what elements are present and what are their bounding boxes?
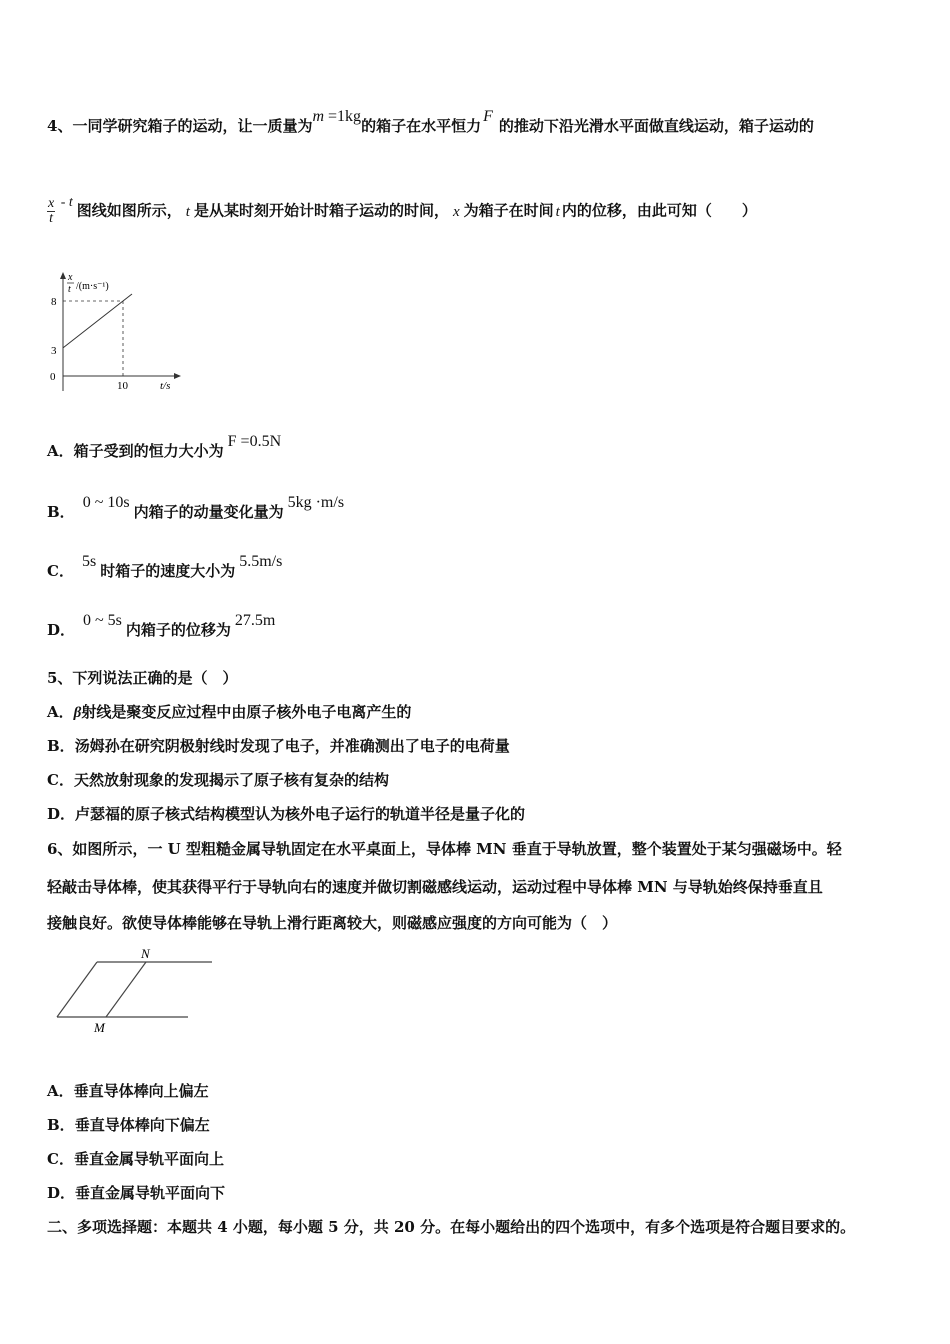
q4-line2 (47, 194, 757, 226)
option-text: 垂直导体棒向下偏左 (74, 1116, 210, 1134)
q5-option-a (47, 701, 411, 722)
option-text: 内箱子的动量变化量为 (133, 503, 284, 521)
option-text: 汤姆孙在研究阴极射线时发现了电子，并准确测出了电子的电荷量 (74, 737, 510, 755)
q6-option-d (47, 1182, 225, 1203)
option-label: D． (47, 621, 76, 639)
q4-sep: 、 (57, 117, 73, 135)
q6-option-c (47, 1148, 224, 1169)
option-text: 天然放射现象的发现揭示了原子核有复杂的结构 (73, 771, 389, 789)
option-label: A． (47, 442, 74, 460)
q4-frac-den: t (49, 211, 54, 226)
section2-heading: 二、多项选择题：本题共 4 小题，每小题 5 分，共 20 分。在每小题给出的四个选项中，有多个选项是符合题目要求的。 (47, 1218, 856, 1236)
q4-text-c: 的推动下沿光滑水平面做直线运动，箱子运动的 (498, 117, 814, 135)
q4-line1 (47, 108, 814, 136)
option-text: 垂直金属导轨平面向下 (75, 1184, 226, 1202)
option-label: A． (47, 703, 74, 721)
q5-option-c (47, 769, 389, 790)
q4-option-a (47, 433, 282, 461)
q4-frac-num: x (48, 196, 55, 211)
q4-force-var: F (483, 108, 493, 125)
option-label: C． (47, 1150, 74, 1168)
option-label: A． (47, 1082, 74, 1100)
q5-option-b (47, 735, 510, 756)
option-math: 27.5m (234, 612, 276, 629)
rail-end (57, 962, 97, 1017)
q4-graph (40, 268, 190, 398)
origin-label: 0 (50, 371, 56, 383)
option-label: B． (47, 503, 75, 521)
y-tick-8: 8 (51, 296, 57, 308)
option-text: 箱子受到的恒力大小为 (73, 442, 224, 460)
label-n: N (141, 946, 150, 961)
y-axis-arrow (60, 272, 66, 279)
conductor-rod-mn (106, 962, 146, 1017)
q6-line1: 6、如图所示，一 U 型粗糙金属导轨固定在水平桌面上，导体棒 MN 垂直于导轨放置，整个装置处于某匀强磁场中。轻 (47, 840, 842, 858)
y-axis-unit: /(m·s⁻¹) (76, 281, 109, 292)
option-label: B． (47, 1116, 75, 1134)
option-label: C． (47, 771, 74, 789)
option-text: 垂直金属导轨平面向上 (73, 1150, 224, 1168)
q6-line2: 轻敲击导体棒，使其获得平行于导轨向右的速度并做切割磁感线运动，运动过程中导体棒 MN 与导轨始终保持垂直且 (47, 878, 823, 896)
option-label: D． (47, 805, 76, 823)
q4-line2-text-d: 内的位移，由此可知（ ） (561, 201, 757, 220)
q4-option-d (47, 612, 276, 640)
option-math: 5kg ·m/s (287, 494, 345, 511)
q4-text-a: 一同学研究箱子的运动，让一质量为 (72, 117, 313, 135)
option-text: 内箱子的位移为 (125, 621, 231, 639)
q4-option-c (47, 553, 283, 581)
beta-symbol: β (73, 705, 82, 721)
y-tick-3: 3 (51, 345, 57, 357)
q6-rail-figure (50, 945, 220, 1035)
option-math: 5.5m/s (239, 553, 283, 570)
q4-option-b (47, 494, 345, 522)
q5-title: 5、下列说法正确的是（ ） (47, 669, 238, 687)
option-label: B． (47, 737, 75, 755)
option-text: 卢瑟福的原子核式结构模型认为核外电子运行的轨道半径是量子化的 (75, 805, 526, 823)
option-text: 垂直导体棒向上偏左 (73, 1082, 209, 1100)
option-pre-math: 0 ~ 5s (83, 612, 122, 629)
option-text: 时箱子的速度大小为 (100, 562, 236, 580)
option-text: 射线是聚变反应过程中由原子核外电子电离产生的 (81, 703, 412, 721)
q6-option-a (47, 1080, 209, 1101)
q4-mass-val: =1kg (324, 108, 362, 125)
q4-line2-text-c: 为箱子在时间 (463, 201, 554, 220)
q6-option-b (47, 1114, 210, 1135)
q5-option-d (47, 803, 525, 824)
q4-number: 4 (47, 117, 58, 135)
q4-x-var: x (452, 203, 460, 220)
x-tick-10: 10 (117, 380, 128, 392)
option-math: F =0.5N (227, 433, 282, 450)
svg-text:x: x (68, 272, 73, 283)
option-pre-math: 0 ~ 10s (82, 494, 130, 511)
svg-text:t: t (68, 284, 71, 295)
label-m: M (94, 1020, 105, 1035)
q4-t-var2: t (555, 203, 560, 220)
option-label: D． (47, 1184, 76, 1202)
q4-line2-text-b: 是从某时刻开始计时箱子运动的时间， (193, 201, 449, 220)
q6-line3: 接触良好。欲使导体棒能够在导轨上滑行距离较大，则磁感应强度的方向可能为（ ） (47, 914, 618, 932)
y-axis-label (67, 272, 74, 295)
q4-line2-text-a: 图线如图所示， (76, 201, 182, 220)
option-label: C． (47, 562, 74, 580)
option-pre-math: 5s (81, 553, 97, 570)
q4-frac-tail: - t (57, 194, 73, 210)
q4-t-var: t (185, 203, 190, 220)
q4-mass-var: m (312, 108, 325, 125)
x-axis-arrow (174, 373, 181, 379)
x-axis-label: t/s (160, 380, 171, 392)
q4-text-b: 的箱子在水平恒力 (361, 117, 482, 135)
series-line (63, 294, 132, 348)
